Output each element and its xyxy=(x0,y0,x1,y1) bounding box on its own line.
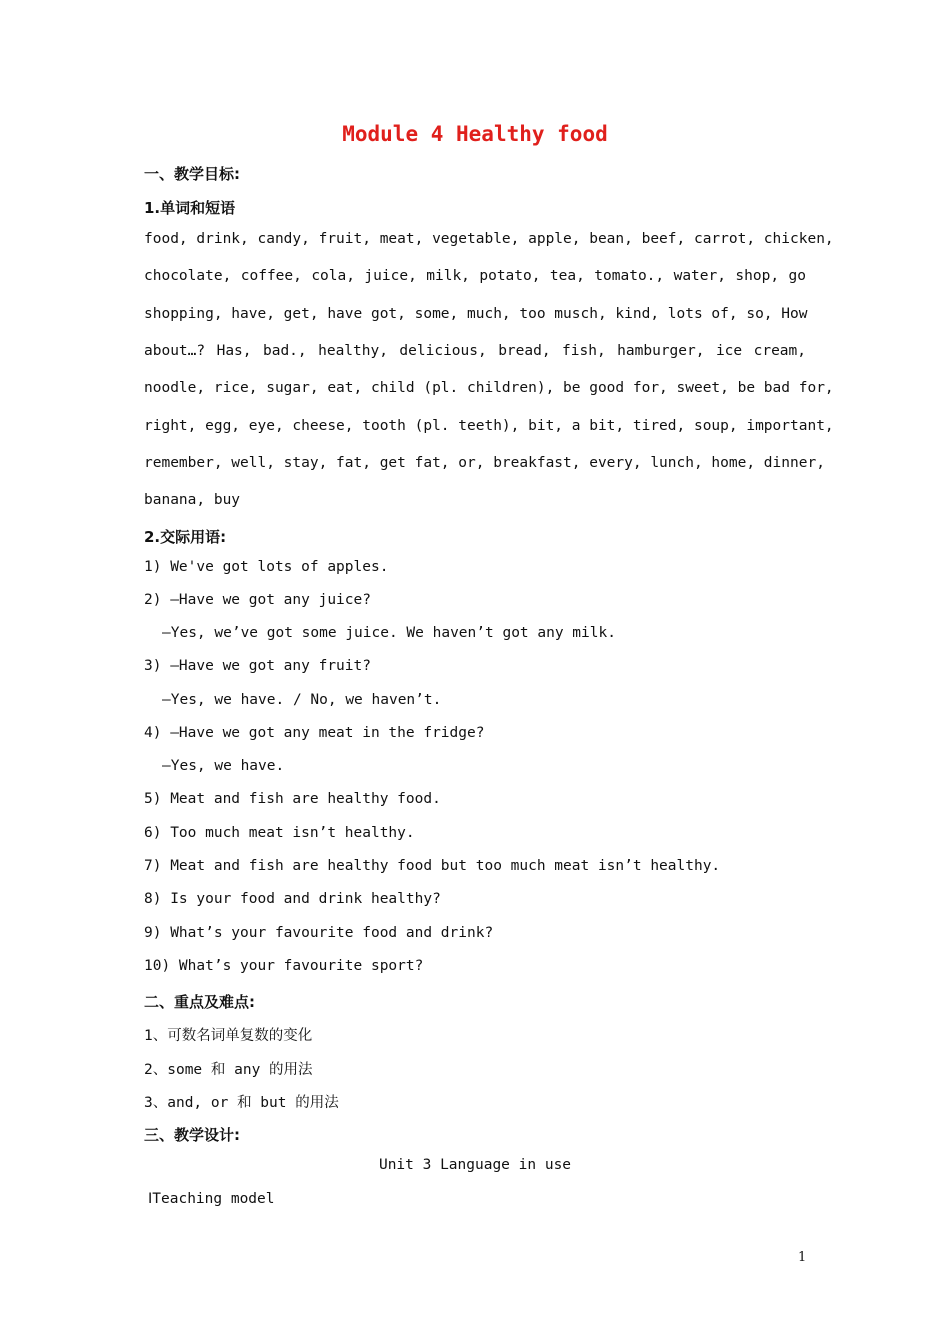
phrase-item: —Yes, we’ve got some juice. We haven’t got any milk. xyxy=(162,625,616,641)
vocab-line: food, drink, candy, fruit, meat, vegetable, apple, bean, beef, carrot, chicken, xyxy=(144,231,834,247)
page-number: 1 xyxy=(798,1250,807,1265)
vocab-line: chocolate, coffee, cola, juice, milk, potato, tea, tomato., water, shop, go xyxy=(144,268,806,284)
vocab-line: banana, buy xyxy=(144,492,241,508)
key-point-item: 3、and, or 和 but 的用法 xyxy=(144,1095,339,1111)
phrase-item: 9) What’s your favourite food and drink? xyxy=(144,925,494,941)
subheading-vocabulary: 1.单词和短语 xyxy=(144,199,236,217)
vocab-line: shopping, have, get, have got, some, much, too musch, kind, lots of, so, How xyxy=(144,306,808,322)
vocab-line: noodle, rice, sugar, eat, child (pl. children), be good for, sweet, be bad for, xyxy=(144,380,834,396)
document-title: Module 4 Healthy food xyxy=(342,122,608,146)
vocab-line: right, egg, eye, cheese, tooth (pl. teeth), bit, a bit, tired, soup, important, xyxy=(144,418,834,434)
phrase-item: 6) Too much meat isn’t healthy. xyxy=(144,825,415,841)
phrase-item: 2) —Have we got any juice? xyxy=(144,592,371,608)
phrase-item: 5) Meat and fish are healthy food. xyxy=(144,791,441,807)
phrase-item: 8) Is your food and drink healthy? xyxy=(144,891,441,907)
phrase-item: 4) —Have we got any meat in the fridge? xyxy=(144,725,485,741)
phrase-item: 7) Meat and fish are healthy food but too much meat isn’t healthy. xyxy=(144,858,721,874)
phrase-item: 10) What’s your favourite sport? xyxy=(144,958,424,974)
phrase-item: —Yes, we have. / No, we haven’t. xyxy=(162,692,442,708)
phrase-item: 1) We've got lots of apples. xyxy=(144,559,389,575)
phrase-item: 3) —Have we got any fruit? xyxy=(144,658,371,674)
section-heading-teaching-design: 三、教学设计: xyxy=(144,1126,240,1144)
section-heading-key-points: 二、重点及难点: xyxy=(144,993,255,1011)
unit-title: Unit 3 Language in use xyxy=(378,1157,572,1173)
key-point-item: 2、some 和 any 的用法 xyxy=(144,1062,313,1078)
vocab-line: about…? Has, bad., healthy, delicious, bread, fish, hamburger, ice cream, xyxy=(144,343,806,359)
subheading-phrases: 2.交际用语: xyxy=(144,528,227,546)
key-point-item: 1、可数名词单复数的变化 xyxy=(144,1028,313,1044)
phrase-item: —Yes, we have. xyxy=(162,758,285,774)
section-heading-objectives: 一、教学目标: xyxy=(144,165,240,183)
vocab-line: remember, well, stay, fat, get fat, or, breakfast, every, lunch, home, dinner, xyxy=(144,455,825,471)
teaching-model-heading: ⅠTeaching model xyxy=(148,1191,275,1207)
